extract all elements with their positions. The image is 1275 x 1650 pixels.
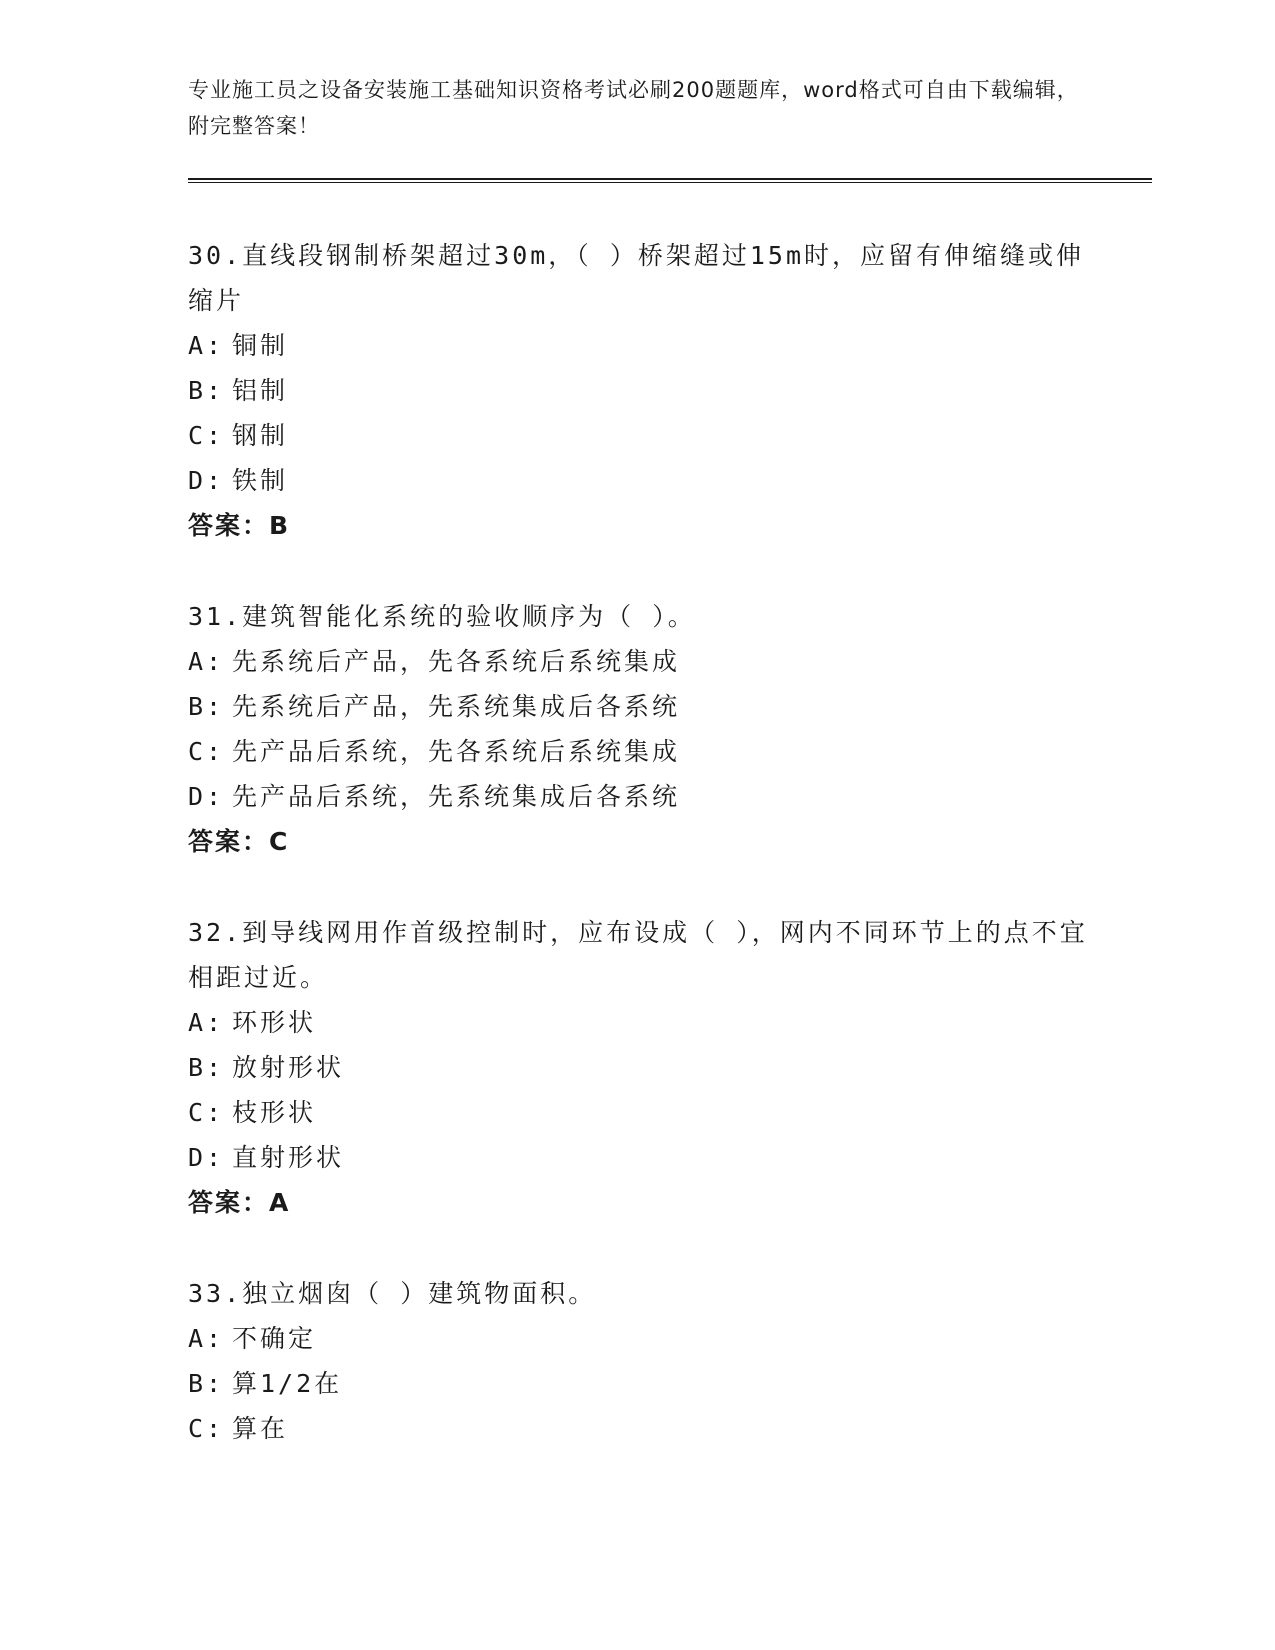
- option-text: 放射形状: [232, 1053, 345, 1082]
- option-text: 先系统后产品，先系统集成后各系统: [232, 692, 681, 721]
- answer-line: 答案：B: [188, 511, 291, 540]
- option-label: C:: [188, 421, 225, 450]
- option-text: 铜制: [232, 331, 289, 360]
- question-item: [188, 1271, 1088, 1451]
- question-item: [188, 910, 1088, 1225]
- option-label: A:: [188, 1324, 225, 1353]
- option-text: 铁制: [232, 466, 289, 495]
- option-c: [188, 1090, 1088, 1135]
- option-c: [188, 729, 1088, 774]
- question-text: 31.建筑智能化系统的验收顺序为（ ）。: [188, 602, 696, 631]
- question-list: [188, 233, 1088, 1497]
- option-label: C:: [188, 1098, 225, 1127]
- option-a: [188, 323, 1088, 368]
- option-text: 先产品后系统，先系统集成后各系统: [232, 782, 681, 811]
- document-header: 专业施工员之设备安装施工基础知识资格考试必刷200题题库，word格式可自由下载编辑，附完整答案！: [188, 78, 1079, 138]
- option-text: 算1/2在: [232, 1369, 343, 1398]
- question-text: 32.到导线网用作首级控制时，应布设成（ ），网内不同环节上的点不宜相距过近。: [188, 918, 1088, 992]
- option-label: B:: [188, 1053, 225, 1082]
- option-text: 枝形状: [232, 1098, 317, 1127]
- answer-line: 答案：C: [188, 827, 290, 856]
- option-label: C:: [188, 737, 225, 766]
- option-a: [188, 1316, 1088, 1361]
- question-text: 30.直线段钢制桥架超过30m，（ ）桥架超过15m时，应留有伸缩缝或伸缩片: [188, 241, 1085, 315]
- answer-line: 答案：A: [188, 1188, 291, 1217]
- question-item: [188, 594, 1088, 864]
- option-text: 先产品后系统，先各系统后系统集成: [232, 737, 681, 766]
- option-a: [188, 639, 1088, 684]
- option-d: [188, 1135, 1088, 1180]
- option-label: B:: [188, 1369, 225, 1398]
- option-label: A:: [188, 331, 225, 360]
- option-c: [188, 1406, 1088, 1451]
- option-label: D:: [188, 466, 225, 495]
- option-text: 铝制: [232, 376, 289, 405]
- option-label: D:: [188, 1143, 225, 1172]
- option-text: 先系统后产品，先各系统后系统集成: [232, 647, 681, 676]
- option-label: B:: [188, 692, 225, 721]
- option-label: A:: [188, 647, 225, 676]
- option-b: [188, 368, 1088, 413]
- option-label: C:: [188, 1414, 225, 1443]
- option-text: 钢制: [232, 421, 289, 450]
- option-label: A:: [188, 1008, 225, 1037]
- header-divider: [188, 178, 1152, 183]
- option-d: [188, 774, 1088, 819]
- option-text: 直射形状: [232, 1143, 345, 1172]
- question-text: 33.独立烟囱（ ）建筑物面积。: [188, 1279, 597, 1308]
- option-text: 算在: [232, 1414, 289, 1443]
- option-b: [188, 684, 1088, 729]
- option-text: 环形状: [232, 1008, 317, 1037]
- option-b: [188, 1045, 1088, 1090]
- option-text: 不确定: [232, 1324, 317, 1353]
- option-label: D:: [188, 782, 225, 811]
- option-a: [188, 1000, 1088, 1045]
- option-b: [188, 1361, 1088, 1406]
- option-label: B:: [188, 376, 225, 405]
- option-d: [188, 458, 1088, 503]
- option-c: [188, 413, 1088, 458]
- question-item: [188, 233, 1088, 548]
